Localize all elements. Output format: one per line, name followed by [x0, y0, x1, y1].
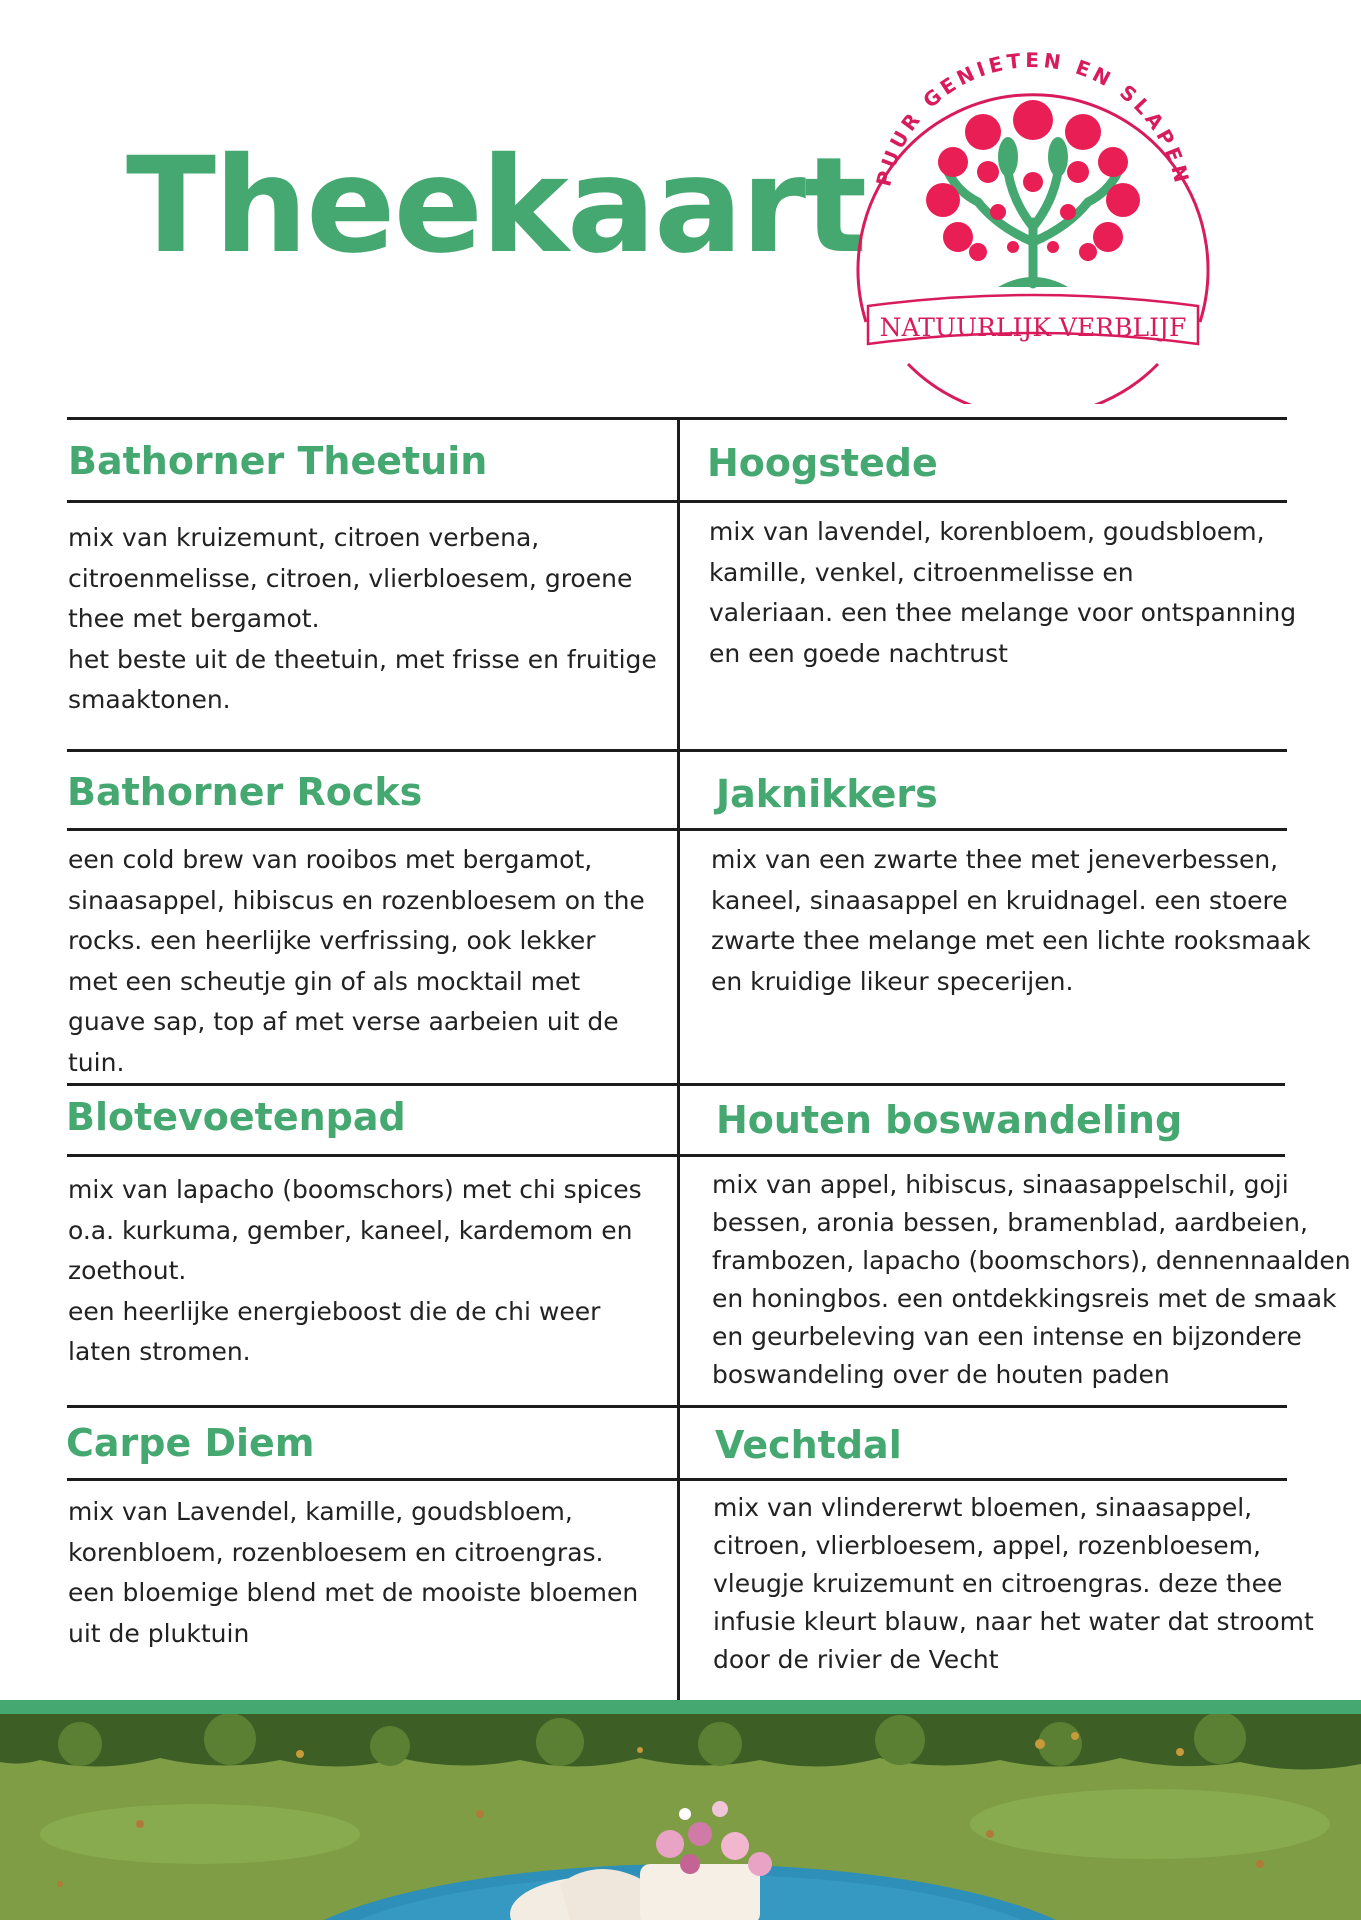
svg-text:PUUR GENIETEN EN SLAPEN: PUUR GENIETEN EN SLAPEN: [871, 52, 1195, 189]
tea-description: mix van Lavendel, kamille, goudsbloem, korenbloem, rozenbloesem en citroengras. een bloemige blend met de mooiste bloemen uit de pluktuin: [68, 1497, 639, 1648]
tea-name: Bathorner Rocks: [67, 770, 423, 814]
divider: [67, 1154, 1285, 1157]
tea-description: mix van appel, hibiscus, sinaasappelschil, goji bessen, aronia bessen, bramenblad, aardbeien, frambozen, lapacho (boomschors), dennennaalden en honingbos. een ontdekkingsreis met de smaak en geurbeleving van een intense en bijzondere boswandeling over de houten paden: [712, 1170, 1351, 1389]
tea-name: Houten boswandeling: [716, 1098, 1183, 1142]
tea-name: Bathorner Theetuin: [68, 439, 488, 483]
tea-description: mix van vlindererwt bloemen, sinaasappel, citroen, vlierbloesem, appel, rozenbloesem, vleugje kruizemunt en citroengras. deze thee infusie kleurt blauw, naar het water dat stroomt door de rivier de Vecht: [713, 1493, 1314, 1674]
tea-name: Jaknikkers: [716, 772, 938, 816]
tea-name: Blotevoetenpad: [66, 1095, 406, 1139]
tea-name: Carpe Diem: [66, 1421, 315, 1465]
tea-description: mix van een zwarte thee met jeneverbessen, kaneel, sinaasappel en kruidnagel. een stoere zwarte thee melange met een lichte rooksmaak en kruidige likeur specerijen.: [711, 845, 1311, 996]
column-divider: [677, 417, 680, 1701]
tea-name: Hoogstede: [707, 441, 938, 485]
tea-description: mix van kruizemunt, citroen verbena, citroenmelisse, citroen, vlierbloesem, groene thee met bergamot. het beste uit de theetuin, met frisse en fruitige smaaktonen.: [68, 523, 657, 714]
divider: [67, 1083, 1285, 1086]
tea-name: Vechtdal: [715, 1423, 902, 1467]
tea-description: mix van lavendel, korenbloem, goudsbloem, kamille, venkel, citroenmelisse en valeriaan. een thee melange voor ontspanning en een goede nachtrust: [709, 517, 1297, 668]
svg-text:NATUURLIJK VERBLIJF: NATUURLIJK VERBLIJF: [879, 313, 1187, 342]
page-title: Theekaart: [126, 129, 866, 283]
garden-photo: [0, 1714, 1361, 1920]
green-divider-band: [0, 1700, 1361, 1714]
tea-description: een cold brew van rooibos met bergamot, sinaasappel, hibiscus en rozenbloesem on the rocks. een heerlijke verfrissing, ook lekker met een scheutje gin of als mocktail met guave sap, top af met verse aarbeien uit de tuin.: [68, 845, 645, 1077]
tea-description: mix van lapacho (boomschors) met chi spices o.a. kurkuma, gember, kaneel, kardemom en zoethout. een heerlijke energieboost die de chi weer laten stromen.: [68, 1175, 642, 1366]
